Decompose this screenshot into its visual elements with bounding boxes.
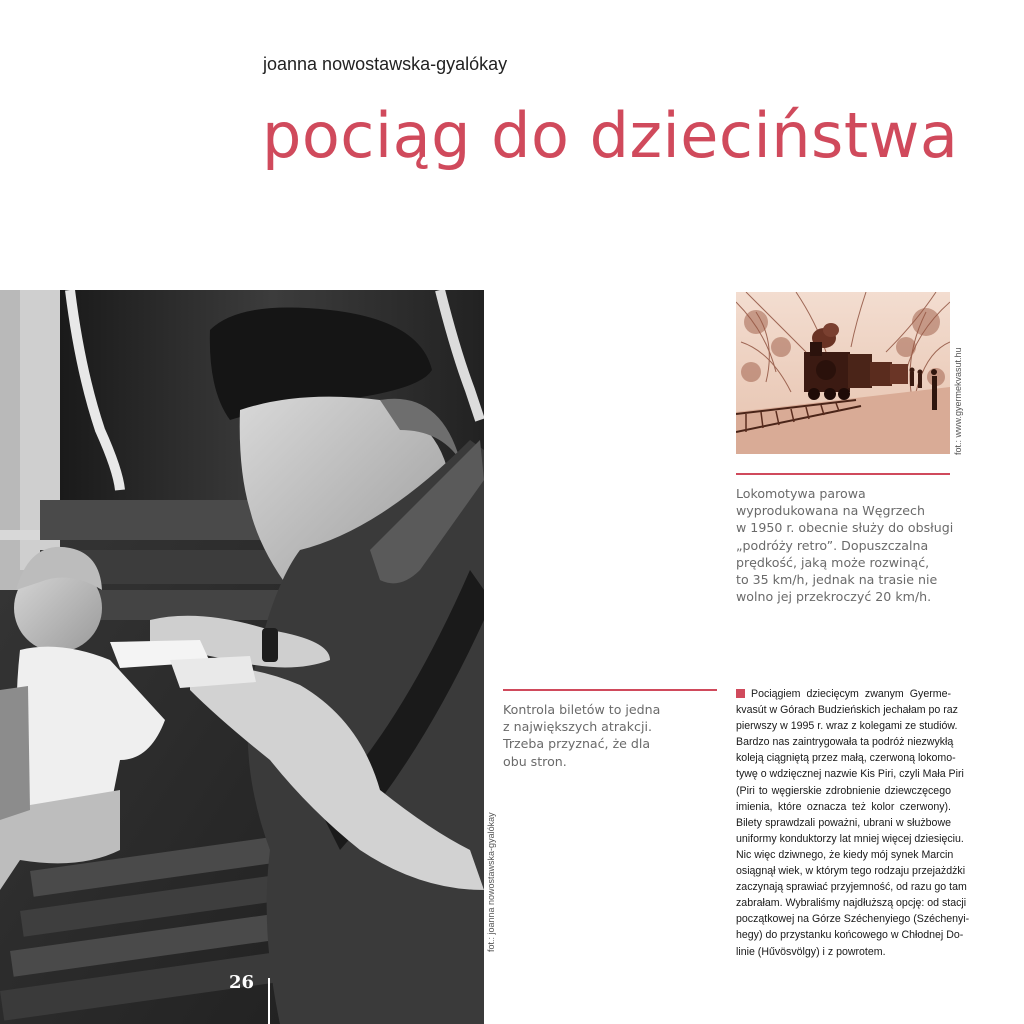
article-title: pociąg do dzieciństwa: [262, 99, 959, 172]
author-name: joanna nowostawska-gyalókay: [263, 54, 508, 74]
article-line: Nic więc dziwnego, że kiedy mój synek Marcin: [736, 848, 954, 861]
train-caption-rule: [736, 473, 950, 475]
caption-line: Kontrola biletów to jedna: [503, 702, 661, 717]
page-number-divider: [268, 978, 270, 1024]
caption-line: w 1950 r. obecnie służy do obsługi: [736, 520, 954, 536]
article-line: zaczynają sprawiać przyjemność, od razu go tam: [736, 881, 967, 894]
caption-line: „podróży retro”. Dopuszczalna: [736, 537, 929, 553]
ticket-caption: [503, 701, 713, 770]
caption-line: wyprodukowana na Węgrzech: [736, 503, 925, 519]
caption-line: Trzeba przyznać, że dla: [503, 736, 651, 752]
caption-line: prędkość, jaką może rozwinąć,: [736, 554, 930, 570]
section-marker-square: [736, 689, 745, 698]
article-line: Bardzo nas zaintrygowała ta podróż niezwykłą: [736, 736, 954, 749]
article-line: Bilety sprawdzali poważni, ubrani w służbowe: [736, 816, 951, 829]
article-line: zabrałam. Wybraliśmy najdłuższą opcję: od stacji: [736, 897, 967, 910]
steam-locomotive-photo: [736, 292, 950, 454]
train-photo-credit: fot.: www.gyermekvasut.hu: [953, 347, 963, 455]
article-line: koleją ciągniętą przez małą, czerwoną lokomo-: [736, 752, 956, 765]
article-line-text: Pociągiem dziecięcym zwanym Gyerme-: [751, 688, 951, 700]
caption-line: to 35 km/h, jednak na trasie nie: [736, 572, 938, 588]
caption-line: z największych atrakcji.: [503, 719, 652, 735]
article-line: [736, 686, 951, 702]
article-line: imienia, które oznacza też kolor czerwony).: [736, 800, 951, 813]
article-line: tywę o wdzięcznej nazwie Kis Piri, czyli Mała Piri: [736, 768, 964, 781]
article-line: (Piri to węgierskie zdrobnienie dziewczęcego: [736, 784, 951, 797]
article-line: linie (Hűvösvölgy) i z powrotem.: [736, 945, 886, 958]
article-line: pierwszy w 1995 r. wraz z kolegami ze studiów.: [736, 720, 958, 733]
caption-line: obu stron.: [503, 753, 567, 769]
train-caption: [736, 485, 966, 605]
main-photo-credit: fot.: joanna nowostawska-gyalókay: [486, 812, 496, 952]
article-line: kvasút w Górach Budzieńskich jechałam po raz: [736, 704, 958, 717]
caption-line: wolno jej przekroczyć 20 km/h.: [736, 589, 932, 605]
article-line: osiągnął wiek, w którym tego rodzaju przejażdżki: [736, 865, 966, 878]
main-photo-conductor-boys: [0, 290, 484, 1024]
article-body: [736, 686, 970, 960]
caption-line: Lokomotywa parowa: [736, 486, 866, 501]
article-line: początkowej na Górze Széchenyiego (Széchenyi-: [736, 913, 970, 926]
article-line: hegy) do przystanku końcowego w Chłodnej Do-: [736, 929, 964, 942]
ticket-caption-rule: [503, 689, 717, 691]
page-number: 26: [229, 972, 255, 993]
article-line: uniformy konduktorzy lat mniej więcej dziesięciu.: [736, 832, 964, 845]
